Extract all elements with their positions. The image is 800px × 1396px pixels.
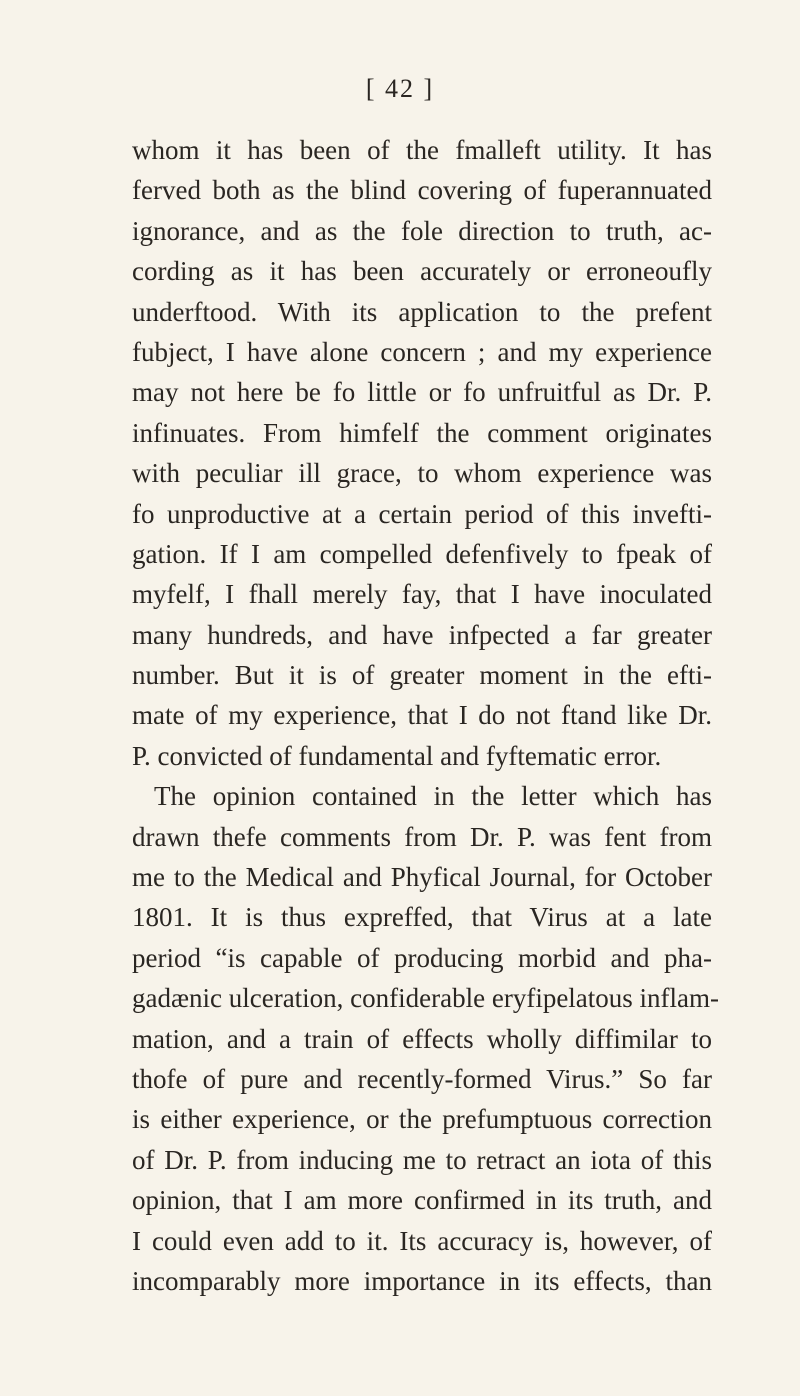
text-line: fubject, I have alone concern ; and my experience	[132, 336, 712, 367]
text-line: period “is capable of producing morbid and pha-	[132, 942, 712, 973]
text-line: many hundreds, and have infpected a far greater	[132, 619, 712, 650]
text-line: may not here be fo little or fo unfruitful as Dr. P.	[132, 377, 712, 408]
page-number: [ 42 ]	[365, 74, 435, 103]
text-line: number. But it is of greater moment in the efti-	[132, 660, 712, 691]
paragraph-start-line: The opinion contained in the letter which has	[154, 781, 712, 812]
text-line: ferved both as the blind covering of fuperannuated	[132, 175, 712, 206]
text-line: me to the Medical and Phyfical Journal, for October	[132, 862, 712, 893]
text-line: thofe of pure and recently-formed Virus.” So far	[132, 1063, 712, 1094]
text-line: I could even add to it. Its accuracy is, however, of	[132, 1225, 712, 1256]
text-line: gadænic ulceration, confiderable eryfipelatous inflam-	[132, 983, 720, 1014]
text-line: 1801. It is thus expreffed, that Virus at a late	[132, 902, 712, 933]
text-line: opinion, that I am more confirmed in its truth, and	[132, 1185, 712, 1216]
text-line: whom it has been of the fmalleft utility. It has	[132, 135, 712, 165]
text-line: cording as it has been accurately or erroneoufly	[132, 256, 712, 287]
text-line: with peculiar ill grace, to whom experience was	[132, 458, 712, 489]
text-line: P. convicted of fundamental and fyftematic error.	[132, 740, 662, 771]
text-line: of Dr. P. from inducing me to retract an iota of this	[132, 1144, 712, 1175]
text-line: drawn thefe comments from Dr. P. was fent from	[132, 821, 712, 852]
text-line: mation, and a train of effects wholly diffimilar to	[132, 1023, 712, 1054]
text-line: ignorance, and as the fole direction to truth, ac-	[132, 215, 712, 246]
text-line: myfelf, I fhall merely fay, that I have inoculated	[132, 579, 712, 610]
text-line: mate of my experience, that I do not ftand like Dr.	[132, 700, 712, 731]
text-line: gation. If I am compelled defenfively to fpeak of	[132, 538, 712, 569]
text-line: underftood. With its application to the prefent	[132, 296, 712, 327]
body-text	[132, 130, 720, 1301]
text-line: is either experience, or the prefumptuous correction	[132, 1104, 712, 1135]
text-line: fo unproductive at a certain period of this invefti-	[132, 498, 712, 529]
text-line: incomparably more importance in its effects, than	[132, 1265, 712, 1296]
text-line: infinuates. From himfelf the comment originates	[132, 417, 712, 448]
